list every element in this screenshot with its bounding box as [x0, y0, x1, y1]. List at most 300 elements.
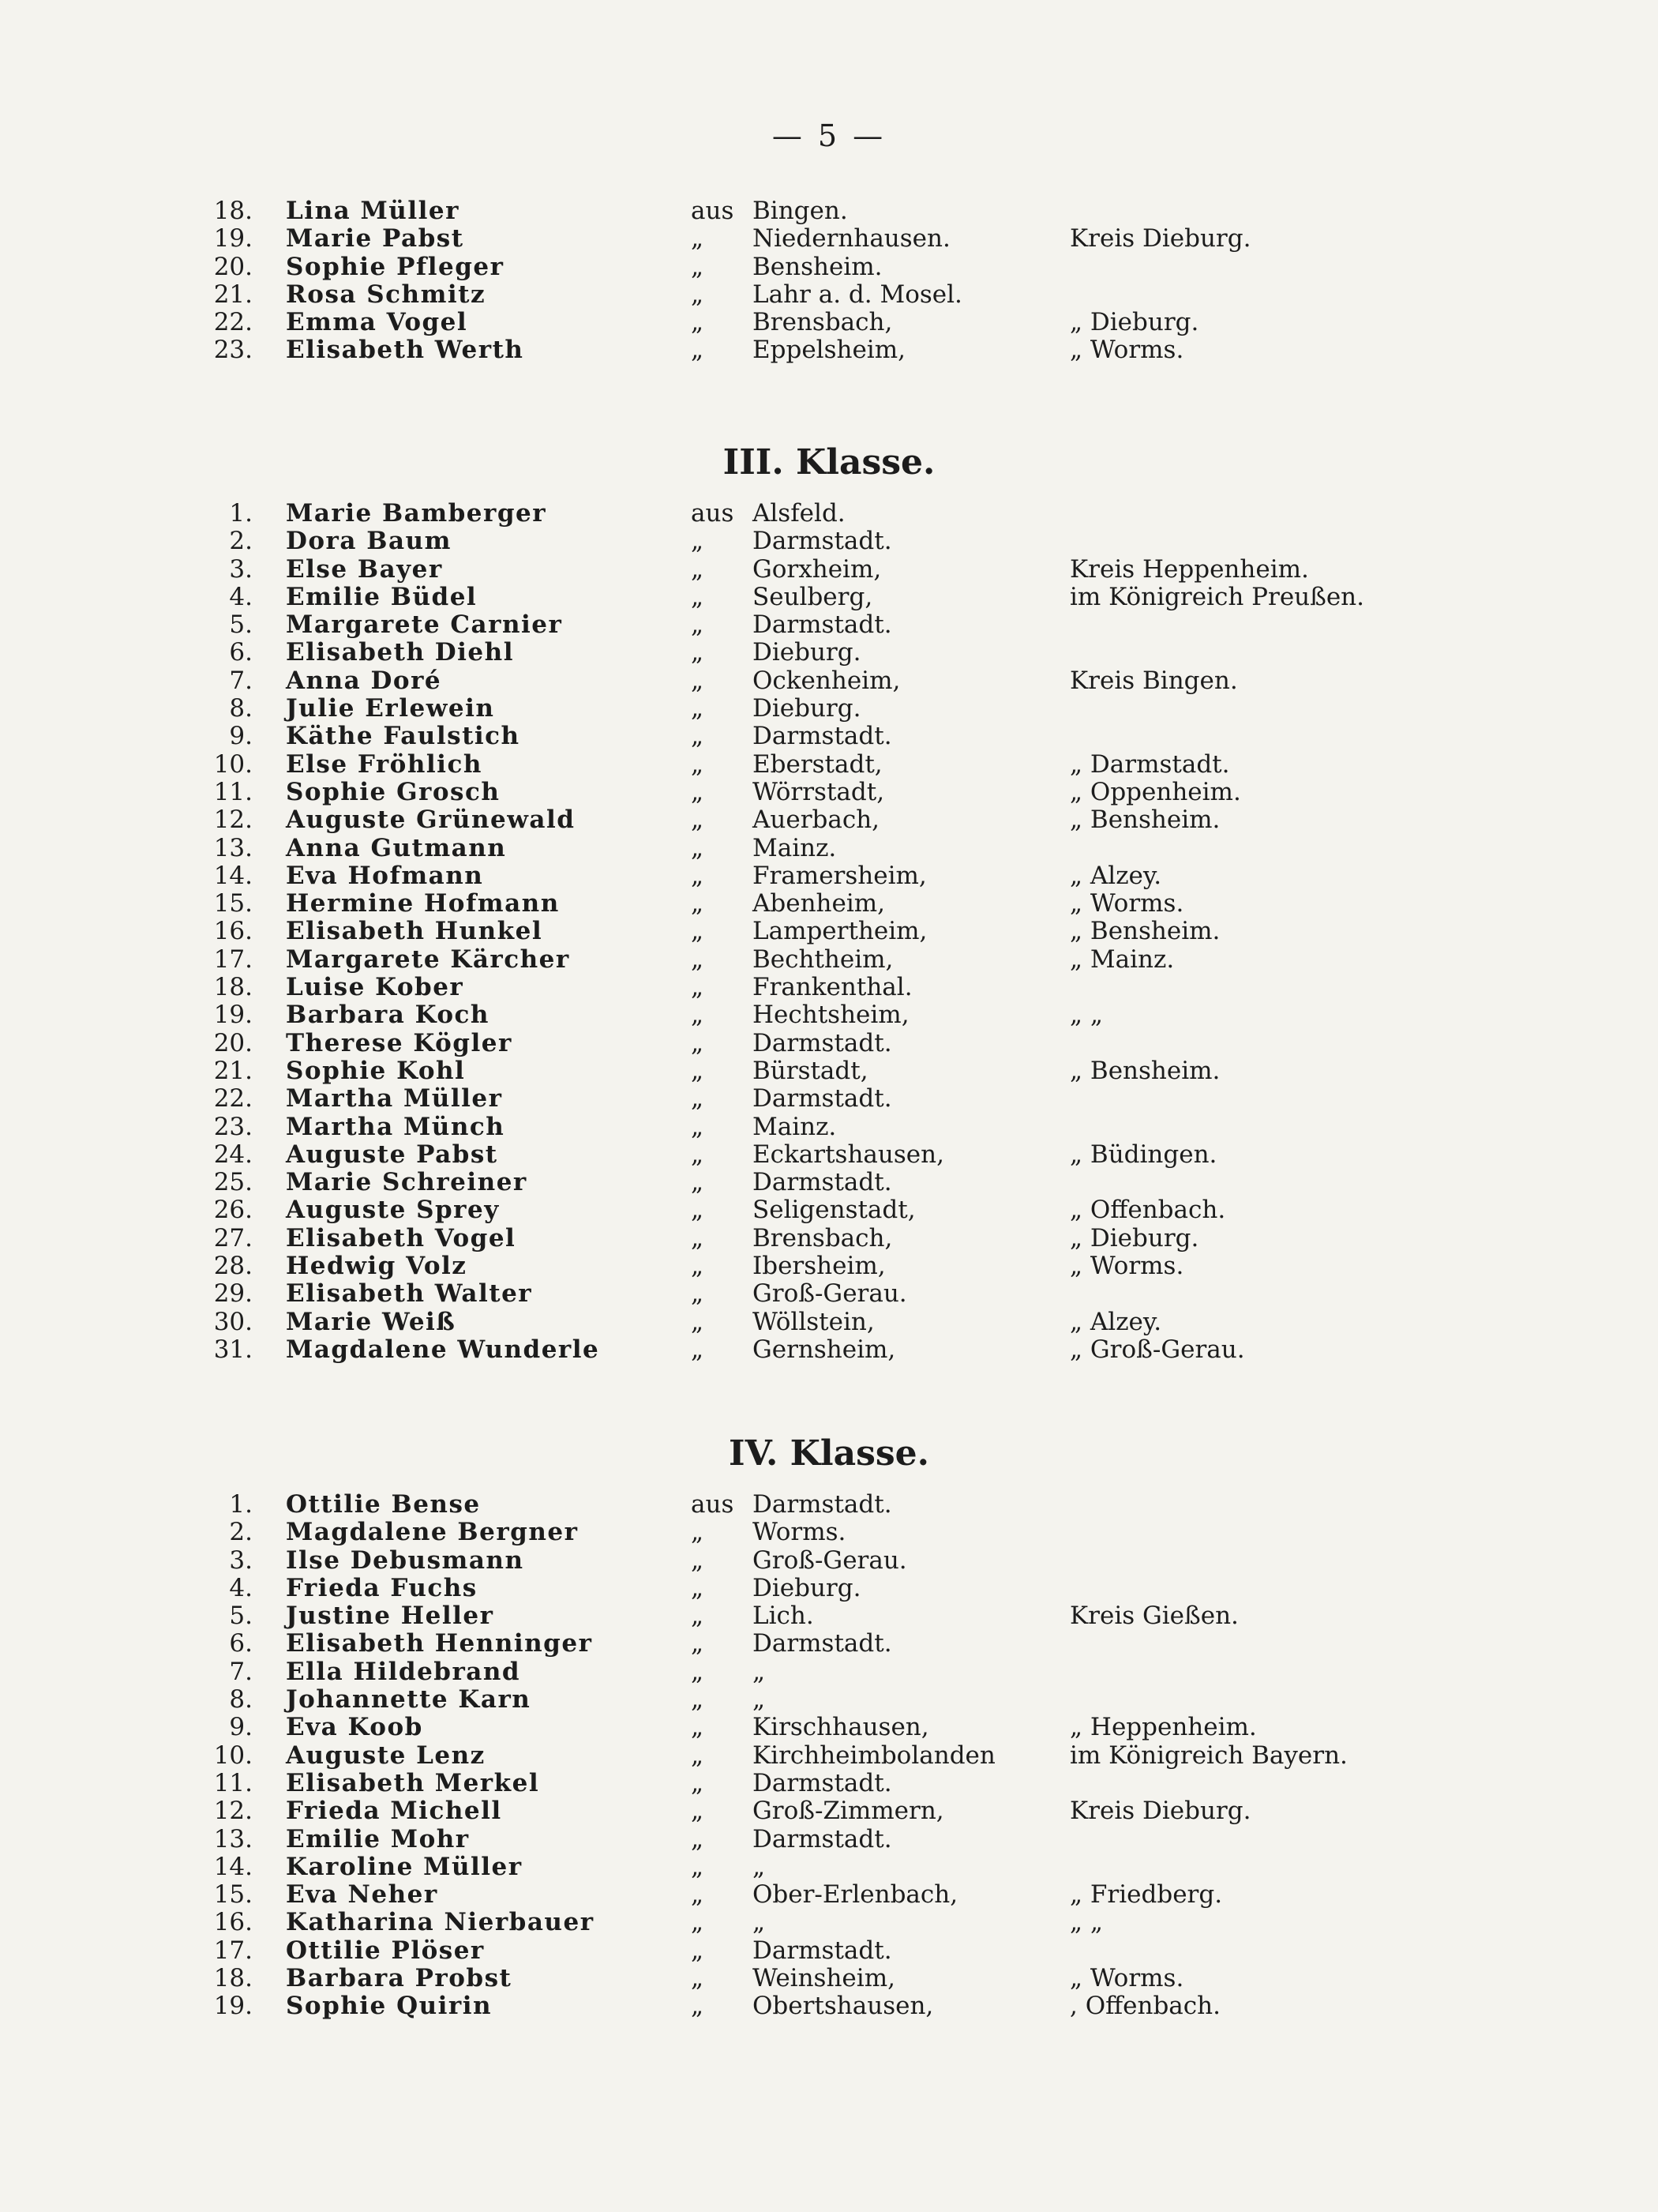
- entry-name: Sophie Pfleger: [286, 252, 505, 281]
- name-list: [0, 197, 1658, 365]
- entry-name: Marie Bamberger: [286, 499, 547, 528]
- list-item: [0, 835, 1658, 862]
- entry-name: Julie Erlewein: [286, 694, 495, 723]
- entry-num: 6.: [229, 638, 253, 667]
- entry-name: Marie Weiß: [286, 1307, 456, 1336]
- entry-num: 23.: [213, 1112, 253, 1141]
- entry-name: Anna Gutmann: [286, 833, 507, 862]
- list-item: [0, 1001, 1658, 1029]
- entry-place: Alsfeld.: [752, 499, 846, 528]
- entry-num: 20.: [213, 252, 253, 281]
- entry-num: 16.: [213, 1908, 253, 1937]
- entry-prefix: aus: [691, 197, 734, 225]
- entry-prefix: „: [691, 1852, 704, 1881]
- entry-place: Bürstadt,: [752, 1056, 868, 1085]
- list-item: [0, 695, 1658, 723]
- entry-num: 5.: [229, 1602, 253, 1631]
- entry-num: 20.: [213, 1028, 253, 1057]
- list-item: [0, 197, 1658, 225]
- entry-place: Lich.: [752, 1602, 814, 1631]
- entry-district: „ Alzey.: [1070, 861, 1162, 890]
- entry-num: 11.: [213, 1768, 253, 1797]
- list-item: [0, 1797, 1658, 1825]
- entry-name: Luise Kober: [286, 973, 464, 1002]
- entry-name: Rosa Schmitz: [286, 280, 486, 309]
- entry-prefix: „: [691, 1084, 704, 1114]
- list-item: [0, 1252, 1658, 1280]
- entry-num: 16.: [213, 917, 253, 946]
- entry-district: „ Friedberg.: [1070, 1880, 1223, 1910]
- list-item: [0, 1519, 1658, 1546]
- list-item: [0, 1225, 1658, 1252]
- entry-place: Ockenheim,: [752, 666, 901, 695]
- section-continued-list: [0, 197, 1658, 365]
- entry-district: „ Dieburg.: [1070, 1223, 1199, 1252]
- entry-name: Marie Pabst: [286, 224, 464, 253]
- entry-prefix: „: [691, 280, 704, 309]
- entry-name: Therese Kögler: [286, 1028, 512, 1057]
- entry-place: Darmstadt.: [752, 527, 892, 556]
- entry-num: 12.: [213, 1797, 253, 1826]
- entry-num: 17.: [213, 1936, 253, 1965]
- entry-num: 27.: [213, 1223, 253, 1252]
- entry-num: 13.: [213, 833, 253, 862]
- entry-prefix: „: [691, 1196, 704, 1225]
- entry-name: Sophie Quirin: [286, 1992, 493, 2021]
- entry-num: 12.: [213, 806, 253, 835]
- list-item: [0, 1853, 1658, 1881]
- entry-district: im Königreich Bayern.: [1070, 1741, 1348, 1770]
- entry-name: Sophie Kohl: [286, 1056, 466, 1085]
- entry-prefix: „: [691, 806, 704, 835]
- entry-place: Ibersheim,: [752, 1252, 886, 1281]
- entry-prefix: „: [691, 1992, 704, 2021]
- entry-place: Darmstadt.: [752, 1824, 892, 1853]
- entry-name: Elisabeth Werth: [286, 336, 524, 365]
- entry-prefix: „: [691, 1518, 704, 1547]
- list-item: [0, 974, 1658, 1001]
- entry-prefix: „: [691, 917, 704, 946]
- entry-num: 29.: [213, 1279, 253, 1309]
- entry-name: Käthe Faulstich: [286, 722, 520, 751]
- entry-num: 2.: [229, 527, 253, 556]
- entry-place: „: [752, 1685, 766, 1714]
- entry-district: „ Dieburg.: [1070, 308, 1199, 337]
- entry-name: Martha Müller: [286, 1084, 503, 1114]
- list-item: [0, 584, 1658, 611]
- entry-name: Dora Baum: [286, 527, 452, 556]
- entry-name: Emilie Büdel: [286, 582, 478, 611]
- entry-name: Elisabeth Diehl: [286, 638, 514, 667]
- entry-district: „ Worms.: [1070, 336, 1184, 365]
- entry-name: Else Fröhlich: [286, 749, 482, 779]
- entry-place: Hechtsheim,: [752, 1001, 910, 1030]
- entry-name: Emilie Mohr: [286, 1824, 470, 1853]
- list-item: [0, 1547, 1658, 1575]
- entry-place: Bensheim.: [752, 252, 883, 281]
- list-item: [0, 1057, 1658, 1085]
- entry-prefix: „: [691, 1629, 704, 1658]
- list-item: [0, 1965, 1658, 1992]
- entry-num: 18.: [213, 973, 253, 1002]
- list-item: [0, 528, 1658, 555]
- entry-district: „ Mainz.: [1070, 945, 1175, 974]
- section-class-3: [0, 442, 1658, 1364]
- entry-name: Hedwig Volz: [286, 1252, 467, 1281]
- entry-place: Worms.: [752, 1518, 846, 1547]
- entry-place: Darmstadt.: [752, 1084, 892, 1114]
- entry-place: Bechtheim,: [752, 945, 894, 974]
- entry-place: Frankenthal.: [752, 973, 913, 1002]
- list-item: [0, 1992, 1658, 2020]
- entry-num: 14.: [213, 861, 253, 890]
- entry-num: 18.: [213, 197, 253, 225]
- entry-name: Martha Münch: [286, 1112, 505, 1141]
- entry-district: Kreis Dieburg.: [1070, 224, 1251, 253]
- list-item: [0, 1770, 1658, 1797]
- entry-place: Gorxheim,: [752, 554, 882, 584]
- entry-prefix: „: [691, 1685, 704, 1714]
- entry-prefix: „: [691, 1880, 704, 1910]
- entry-district: „ Oppenheim.: [1070, 777, 1241, 806]
- entry-name: Margarete Kärcher: [286, 945, 570, 974]
- entry-district: Kreis Gießen.: [1070, 1602, 1239, 1631]
- entry-name: Elisabeth Henninger: [286, 1629, 593, 1658]
- list-item: [0, 946, 1658, 974]
- entry-prefix: „: [691, 1713, 704, 1742]
- entry-district: „ Heppenheim.: [1070, 1713, 1257, 1742]
- entry-num: 4.: [229, 1573, 253, 1602]
- entry-name: Frieda Fuchs: [286, 1573, 478, 1602]
- entry-place: Lahr a. d. Mosel.: [752, 280, 962, 309]
- entry-name: Elisabeth Hunkel: [286, 917, 543, 946]
- entry-place: Seulberg,: [752, 582, 873, 611]
- entry-name: Marie Schreiner: [286, 1168, 527, 1197]
- entry-prefix: „: [691, 527, 704, 556]
- entry-num: 30.: [213, 1307, 253, 1336]
- entry-place: Ober-Erlenbach,: [752, 1880, 958, 1910]
- entry-num: 19.: [213, 224, 253, 253]
- entry-num: 15.: [213, 1880, 253, 1910]
- entry-name: Justine Heller: [286, 1602, 494, 1631]
- entry-prefix: „: [691, 308, 704, 337]
- entry-prefix: „: [691, 694, 704, 723]
- list-item: [0, 1575, 1658, 1602]
- entry-place: Obertshausen,: [752, 1992, 934, 2021]
- entry-prefix: „: [691, 638, 704, 667]
- entry-name: Eva Koob: [286, 1713, 423, 1742]
- entry-name: Sophie Grosch: [286, 777, 501, 806]
- entry-district: „ Offenbach.: [1070, 1196, 1226, 1225]
- list-item: [0, 611, 1658, 639]
- list-item: [0, 253, 1658, 281]
- entry-prefix: „: [691, 1964, 704, 1993]
- entry-name: Lina Müller: [286, 197, 460, 225]
- page-number: — 5 —: [771, 118, 887, 153]
- entry-place: Darmstadt.: [752, 1168, 892, 1197]
- list-item: [0, 1196, 1658, 1224]
- entry-name: Anna Doré: [286, 666, 442, 695]
- entry-prefix: „: [691, 610, 704, 640]
- entry-num: 13.: [213, 1824, 253, 1853]
- entry-name: Else Bayer: [286, 554, 443, 584]
- list-item: [0, 751, 1658, 779]
- entry-place: Mainz.: [752, 833, 837, 862]
- list-item: [0, 779, 1658, 806]
- list-item: [0, 1658, 1658, 1686]
- entry-place: „: [752, 1657, 766, 1686]
- entry-num: 9.: [229, 1713, 253, 1742]
- entry-num: 15.: [213, 889, 253, 918]
- entry-place: Kirchheimbolanden: [752, 1741, 996, 1770]
- entry-prefix: „: [691, 1824, 704, 1853]
- list-item: [0, 667, 1658, 695]
- entry-num: 25.: [213, 1168, 253, 1197]
- entry-place: Abenheim,: [752, 889, 886, 918]
- entry-prefix: „: [691, 1602, 704, 1631]
- entry-name: Hermine Hofmann: [286, 889, 560, 918]
- entry-place: Eppelsheim,: [752, 336, 906, 365]
- entry-prefix: „: [691, 1001, 704, 1030]
- entry-num: 22.: [213, 308, 253, 337]
- entry-place: Darmstadt.: [752, 1028, 892, 1057]
- entry-prefix: „: [691, 889, 704, 918]
- entry-place: Darmstadt.: [752, 1936, 892, 1965]
- entry-prefix: „: [691, 336, 704, 365]
- entry-place: Brensbach,: [752, 1223, 893, 1252]
- entry-name: Ella Hildebrand: [286, 1657, 521, 1686]
- entry-prefix: „: [691, 1056, 704, 1085]
- list-item: [0, 1169, 1658, 1196]
- entry-prefix: „: [691, 1797, 704, 1826]
- list-item: [0, 1909, 1658, 1936]
- entry-num: 23.: [213, 336, 253, 365]
- entry-prefix: „: [691, 1307, 704, 1336]
- entry-place: Groß-Gerau.: [752, 1279, 907, 1309]
- entry-place: Dieburg.: [752, 1573, 861, 1602]
- entry-prefix: „: [691, 1657, 704, 1686]
- list-item: [0, 1937, 1658, 1965]
- entry-place: Darmstadt.: [752, 610, 892, 640]
- entry-prefix: „: [691, 833, 704, 862]
- entry-prefix: „: [691, 1768, 704, 1797]
- entry-place: Darmstadt.: [752, 1629, 892, 1658]
- entry-place: Seligenstadt,: [752, 1196, 916, 1225]
- entry-num: 8.: [229, 1685, 253, 1714]
- entry-num: 17.: [213, 945, 253, 974]
- list-item: [0, 1030, 1658, 1057]
- entry-district: Kreis Heppenheim.: [1070, 554, 1309, 584]
- entry-prefix: „: [691, 973, 704, 1002]
- entry-district: „ „: [1070, 1001, 1103, 1030]
- entry-name: Katharina Nierbauer: [286, 1908, 595, 1937]
- entry-prefix: „: [691, 582, 704, 611]
- entry-num: 28.: [213, 1252, 253, 1281]
- list-item: [0, 639, 1658, 667]
- name-list: [0, 500, 1658, 1364]
- list-item: [0, 1881, 1658, 1909]
- entry-name: Auguste Sprey: [286, 1196, 500, 1225]
- list-item: [0, 1114, 1658, 1141]
- entry-prefix: „: [691, 1140, 704, 1169]
- entry-num: 1.: [229, 1490, 253, 1519]
- section-heading: IV. Klasse.: [729, 1433, 929, 1474]
- entry-name: Auguste Grünewald: [286, 806, 576, 835]
- name-list: [0, 1491, 1658, 2021]
- list-item: [0, 723, 1658, 750]
- entry-name: Karoline Müller: [286, 1852, 523, 1881]
- list-item: [0, 1491, 1658, 1519]
- entry-place: Weinsheim,: [752, 1964, 895, 1993]
- entry-place: Wöllstein,: [752, 1307, 875, 1336]
- entry-place: Bingen.: [752, 197, 848, 225]
- entry-district: „ Darmstadt.: [1070, 749, 1230, 779]
- entry-num: 6.: [229, 1629, 253, 1658]
- entry-prefix: „: [691, 224, 704, 253]
- entry-district: Kreis Dieburg.: [1070, 1797, 1251, 1826]
- list-item: [0, 281, 1658, 309]
- entry-name: Barbara Koch: [286, 1001, 490, 1030]
- list-item: [0, 500, 1658, 528]
- entry-num: 10.: [213, 1741, 253, 1770]
- entry-name: Magdalene Bergner: [286, 1518, 579, 1547]
- entry-num: 2.: [229, 1518, 253, 1547]
- entry-prefix: „: [691, 1028, 704, 1057]
- section-class-4: [0, 1433, 1658, 2021]
- entry-num: 9.: [229, 722, 253, 751]
- entry-place: Brensbach,: [752, 308, 893, 337]
- entry-name: Barbara Probst: [286, 1964, 512, 1993]
- entry-place: Wörrstadt,: [752, 777, 885, 806]
- entry-name: Ilse Debusmann: [286, 1545, 524, 1575]
- entry-place: „: [752, 1908, 766, 1937]
- list-item: [0, 1714, 1658, 1741]
- entry-name: Elisabeth Walter: [286, 1279, 533, 1309]
- entry-place: Darmstadt.: [752, 1768, 892, 1797]
- entry-num: 26.: [213, 1196, 253, 1225]
- entry-name: Ottilie Plöser: [286, 1936, 485, 1965]
- entry-district: „ Worms.: [1070, 1964, 1184, 1993]
- entry-prefix: „: [691, 1252, 704, 1281]
- entry-prefix: „: [691, 1335, 704, 1364]
- entry-prefix: aus: [691, 1490, 734, 1519]
- entry-name: Johannette Karn: [286, 1685, 531, 1714]
- entry-num: 19.: [213, 1001, 253, 1030]
- entry-prefix: „: [691, 1279, 704, 1309]
- entry-num: 10.: [213, 749, 253, 779]
- entry-name: Emma Vogel: [286, 308, 468, 337]
- entry-district: „ Groß-Gerau.: [1070, 1335, 1245, 1364]
- entry-place: Darmstadt.: [752, 1490, 892, 1519]
- entry-district: „ Worms.: [1070, 889, 1184, 918]
- entry-prefix: „: [691, 777, 704, 806]
- entry-prefix: „: [691, 1545, 704, 1575]
- entry-district: „ Büdingen.: [1070, 1140, 1217, 1169]
- list-item: [0, 918, 1658, 945]
- list-item: [0, 556, 1658, 584]
- entry-place: Eckartshausen,: [752, 1140, 944, 1169]
- entry-num: 8.: [229, 694, 253, 723]
- entry-num: 21.: [213, 280, 253, 309]
- entry-name: Eva Neher: [286, 1880, 438, 1910]
- entry-place: Gernsheim,: [752, 1335, 896, 1364]
- entry-name: Ottilie Bense: [286, 1490, 481, 1519]
- entry-name: Elisabeth Merkel: [286, 1768, 540, 1797]
- entry-num: 3.: [229, 554, 253, 584]
- list-item: [0, 806, 1658, 834]
- list-item: [0, 1826, 1658, 1853]
- entry-place: Framersheim,: [752, 861, 927, 890]
- entry-place: Mainz.: [752, 1112, 837, 1141]
- entry-place: Dieburg.: [752, 694, 861, 723]
- entry-num: 22.: [213, 1084, 253, 1114]
- entry-prefix: „: [691, 554, 704, 584]
- entry-num: 7.: [229, 1657, 253, 1686]
- entry-place: Darmstadt.: [752, 722, 892, 751]
- list-item: [0, 225, 1658, 253]
- entry-num: 7.: [229, 666, 253, 695]
- list-item: [0, 309, 1658, 336]
- entry-prefix: „: [691, 945, 704, 974]
- entry-name: Eva Hofmann: [286, 861, 484, 890]
- list-item: [0, 1742, 1658, 1770]
- list-item: [0, 336, 1658, 364]
- entry-prefix: „: [691, 1168, 704, 1197]
- entry-num: 19.: [213, 1992, 253, 2021]
- entry-district: „ „: [1070, 1908, 1103, 1937]
- entry-place: Eberstadt,: [752, 749, 883, 779]
- entry-place: Groß-Zimmern,: [752, 1797, 944, 1826]
- entry-prefix: „: [691, 1936, 704, 1965]
- list-item: [0, 1336, 1658, 1364]
- entry-prefix: „: [691, 1112, 704, 1141]
- entry-prefix: „: [691, 1223, 704, 1252]
- list-item: [0, 1085, 1658, 1113]
- entry-num: 24.: [213, 1140, 253, 1169]
- entry-name: Frieda Michell: [286, 1797, 502, 1826]
- list-item: [0, 1280, 1658, 1308]
- entry-place: Dieburg.: [752, 638, 861, 667]
- entry-num: 1.: [229, 499, 253, 528]
- section-heading: III. Klasse.: [722, 442, 936, 483]
- entry-prefix: „: [691, 861, 704, 890]
- entry-prefix: aus: [691, 499, 734, 528]
- entry-num: 14.: [213, 1852, 253, 1881]
- entry-place: Kirschhausen,: [752, 1713, 929, 1742]
- entry-district: „ Bensheim.: [1070, 1056, 1221, 1085]
- entry-num: 31.: [213, 1335, 253, 1364]
- entry-num: 11.: [213, 777, 253, 806]
- list-item: [0, 1602, 1658, 1630]
- entry-district: „ Worms.: [1070, 1252, 1184, 1281]
- entry-name: Auguste Lenz: [286, 1741, 486, 1770]
- list-item: [0, 1630, 1658, 1658]
- entry-place: Lampertheim,: [752, 917, 928, 946]
- list-item: [0, 862, 1658, 890]
- entry-district: im Königreich Preußen.: [1070, 582, 1364, 611]
- entry-prefix: „: [691, 1741, 704, 1770]
- entry-name: Elisabeth Vogel: [286, 1223, 516, 1252]
- entry-prefix: „: [691, 749, 704, 779]
- entry-district: Kreis Bingen.: [1070, 666, 1238, 695]
- list-item: [0, 1309, 1658, 1336]
- entry-prefix: „: [691, 666, 704, 695]
- entry-prefix: „: [691, 722, 704, 751]
- entry-place: Groß-Gerau.: [752, 1545, 907, 1575]
- entry-prefix: „: [691, 1908, 704, 1937]
- entry-place: Niedernhausen.: [752, 224, 951, 253]
- entry-num: 5.: [229, 610, 253, 640]
